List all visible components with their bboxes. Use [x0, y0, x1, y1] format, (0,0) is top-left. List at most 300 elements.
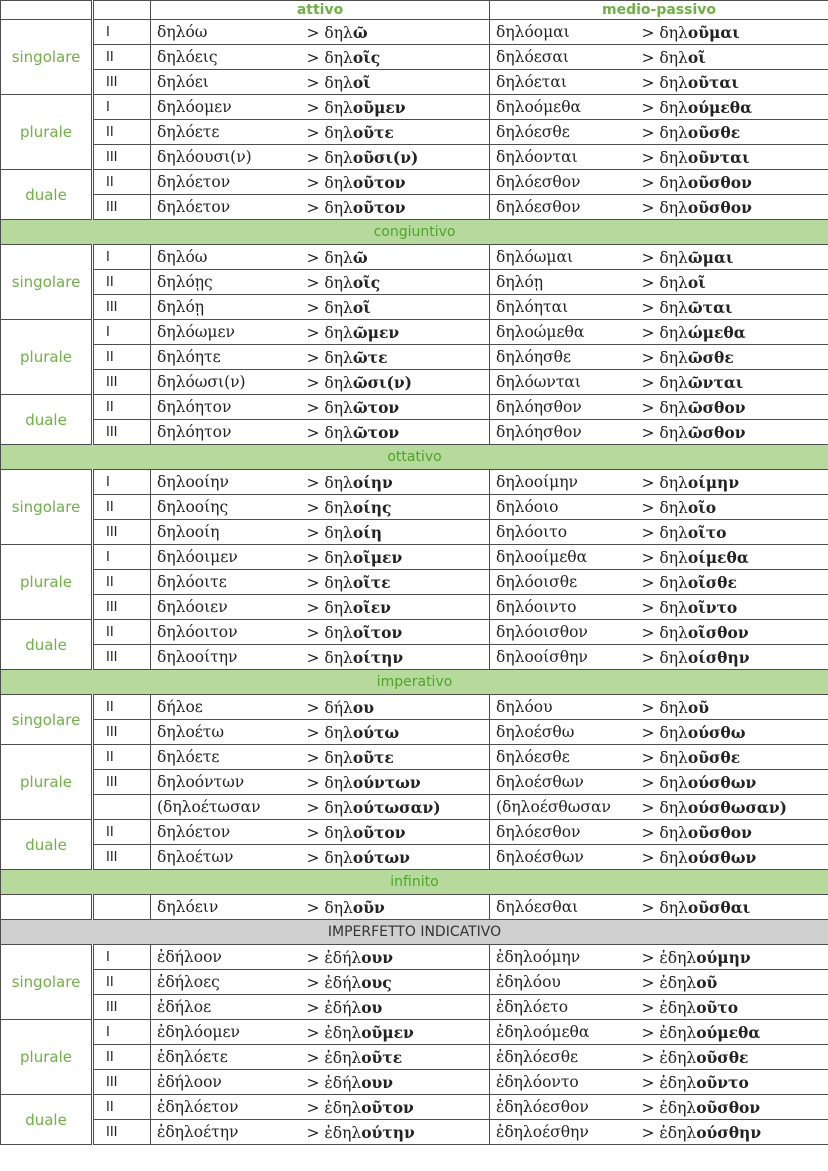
arrow-sign: >	[641, 123, 660, 142]
middle-base-form: δηλόοισθον	[490, 620, 638, 645]
person-label: II	[93, 345, 151, 370]
middle-base-form: δηλόεσθον	[490, 170, 638, 195]
conjugation-row	[1, 145, 828, 170]
active-stem: ἐδηλ	[324, 1098, 362, 1117]
person-label: II	[93, 45, 151, 70]
middle-stem: ἐδηλ	[659, 998, 697, 1017]
middle-ending: οίμην	[687, 472, 740, 492]
active-stem: δηλ	[324, 798, 353, 817]
middle-ending: ῶσθον	[687, 422, 746, 442]
active-contracted-form	[303, 495, 490, 520]
arrow-sign: >	[641, 898, 660, 917]
number-label: plurale	[1, 745, 93, 820]
arrow-sign: >	[641, 523, 660, 542]
active-ending: οίης	[352, 497, 392, 517]
middle-contracted-form	[638, 695, 828, 720]
active-stem: δηλ	[324, 648, 353, 667]
active-base-form: δηλόοιτον	[151, 620, 303, 645]
arrow-sign: >	[641, 423, 660, 442]
active-contracted-form	[303, 545, 490, 570]
arrow-sign: >	[641, 698, 660, 717]
active-ending: οῖς	[352, 47, 381, 67]
middle-stem: δηλ	[659, 423, 688, 442]
active-contracted-form	[303, 595, 490, 620]
active-contracted-form	[303, 1020, 490, 1045]
number-label: plurale	[1, 545, 93, 620]
arrow-sign: >	[641, 798, 660, 817]
active-stem: δηλ	[324, 623, 353, 642]
person-label: II	[93, 1045, 151, 1070]
active-base-form: (δηλοέτωσαν	[151, 795, 303, 820]
active-base-form: δηλοόντων	[151, 770, 303, 795]
arrow-sign: >	[306, 823, 325, 842]
middle-stem: ἐδηλ	[659, 1073, 697, 1092]
active-ending: οῦτον	[352, 197, 406, 217]
active-stem: δηλ	[324, 98, 353, 117]
arrow-sign: >	[306, 98, 325, 117]
person-label: II	[93, 570, 151, 595]
conjugation-table-body	[1, 1, 828, 1145]
middle-base-form: δηλόεται	[490, 70, 638, 95]
middle-base-form: δηλοέσθων	[490, 770, 638, 795]
arrow-sign: >	[306, 1073, 325, 1092]
arrow-sign: >	[306, 773, 325, 792]
person-label: III	[93, 995, 151, 1020]
middle-contracted-form	[638, 245, 828, 270]
arrow-sign: >	[306, 598, 325, 617]
active-contracted-form	[303, 470, 490, 495]
conjugation-row	[1, 995, 828, 1020]
arrow-sign: >	[641, 48, 660, 67]
middle-contracted-form	[638, 795, 828, 820]
arrow-sign: >	[306, 548, 325, 567]
section-band-label: imperativo	[1, 670, 828, 695]
active-base-form: δηλόητον	[151, 420, 303, 445]
middle-contracted-form	[638, 1045, 828, 1070]
active-contracted-form	[303, 1120, 490, 1145]
middle-stem: δηλ	[659, 698, 688, 717]
active-base-form: δηλόω	[151, 20, 303, 45]
arrow-sign: >	[306, 573, 325, 592]
arrow-sign: >	[641, 498, 660, 517]
middle-stem: ἐδηλ	[659, 1123, 697, 1142]
middle-contracted-form	[638, 195, 828, 220]
section-band-label: ottativo	[1, 445, 828, 470]
number-label: duale	[1, 170, 93, 220]
middle-ending: οῦσθον	[687, 822, 752, 842]
middle-ending: οῖ	[687, 47, 706, 67]
middle-base-form: (δηλοέσθωσαν	[490, 795, 638, 820]
middle-base-form: δηλόοιντο	[490, 595, 638, 620]
section-band-row	[1, 445, 828, 470]
arrow-sign: >	[641, 348, 660, 367]
active-contracted-form	[303, 245, 490, 270]
middle-contracted-form	[638, 995, 828, 1020]
arrow-sign: >	[306, 423, 325, 442]
person-label: III	[93, 70, 151, 95]
arrow-sign: >	[641, 198, 660, 217]
active-ending: οῦμεν	[361, 1022, 414, 1042]
active-stem: δηλ	[324, 48, 353, 67]
arrow-sign: >	[306, 898, 325, 917]
active-contracted-form	[303, 195, 490, 220]
conjugation-row	[1, 1045, 828, 1070]
active-stem: δηλ	[324, 398, 353, 417]
conjugation-row	[1, 770, 828, 795]
arrow-sign: >	[306, 698, 325, 717]
active-stem: δηλ	[324, 23, 353, 42]
person-label: I	[93, 245, 151, 270]
active-stem: δηλ	[324, 173, 353, 192]
active-ending: οίτην	[352, 647, 404, 667]
arrow-sign: >	[306, 348, 325, 367]
active-stem: δήλ	[324, 698, 353, 717]
arrow-sign: >	[641, 73, 660, 92]
middle-ending: οῦσθον	[696, 1097, 761, 1117]
conjugation-row	[1, 495, 828, 520]
middle-ending: οῖσθε	[687, 572, 737, 592]
arrow-sign: >	[641, 1073, 660, 1092]
middle-ending: οῦτο	[696, 997, 739, 1017]
active-contracted-form	[303, 370, 490, 395]
middle-ending: οῖσθον	[687, 622, 749, 642]
arrow-sign: >	[306, 973, 325, 992]
active-ending: οῦτον	[352, 822, 406, 842]
arrow-sign: >	[641, 948, 660, 967]
arrow-sign: >	[306, 848, 325, 867]
active-base-form: δηλοοίης	[151, 495, 303, 520]
person-label: II	[93, 495, 151, 520]
middle-base-form: δηλόεσθον	[490, 195, 638, 220]
arrow-sign: >	[641, 623, 660, 642]
section-band-row	[1, 220, 828, 245]
arrow-sign: >	[306, 623, 325, 642]
middle-ending: ῶσθον	[687, 397, 746, 417]
active-ending: οῖεν	[352, 597, 391, 617]
middle-ending: ούσθων	[687, 772, 757, 792]
conjugation-row	[1, 370, 828, 395]
active-contracted-form	[303, 845, 490, 870]
active-contracted-form	[303, 520, 490, 545]
active-ending: οίην	[352, 472, 393, 492]
middle-contracted-form	[638, 970, 828, 995]
active-base-form: δηλόετον	[151, 195, 303, 220]
middle-stem: ἐδηλ	[659, 1098, 697, 1117]
middle-stem: δηλ	[659, 398, 688, 417]
middle-base-form: δηλόησθον	[490, 395, 638, 420]
active-base-form: δηλόητον	[151, 395, 303, 420]
middle-contracted-form	[638, 520, 828, 545]
number-label: plurale	[1, 320, 93, 395]
conjugation-row	[1, 745, 828, 770]
active-contracted-form	[303, 295, 490, 320]
active-base-form: δηλόοιτε	[151, 570, 303, 595]
middle-ending: οῦσθον	[687, 172, 752, 192]
middle-contracted-form	[638, 570, 828, 595]
active-stem: ἐδήλ	[324, 1073, 362, 1092]
conjugation-row	[1, 1095, 828, 1120]
active-ending: οίη	[352, 522, 382, 542]
active-stem: δηλ	[324, 748, 353, 767]
person-label: I	[93, 470, 151, 495]
person-label: III	[93, 195, 151, 220]
number-label: duale	[1, 620, 93, 670]
middle-stem: δηλ	[659, 98, 688, 117]
active-base-form: δηλόετε	[151, 745, 303, 770]
middle-contracted-form	[638, 1095, 828, 1120]
arrow-sign: >	[641, 23, 660, 42]
conjugation-row	[1, 20, 828, 45]
arrow-sign: >	[641, 1098, 660, 1117]
active-base-form: ἐδήλοες	[151, 970, 303, 995]
person-label: I	[93, 20, 151, 45]
conjugation-row	[1, 320, 828, 345]
arrow-sign: >	[641, 173, 660, 192]
person-label: II	[93, 270, 151, 295]
active-contracted-form	[303, 895, 490, 920]
middle-base-form: ἐδηλόου	[490, 970, 638, 995]
arrow-sign: >	[306, 373, 325, 392]
middle-base-form: δηλόησθον	[490, 420, 638, 445]
middle-base-form: δηλόεσαι	[490, 45, 638, 70]
active-ending: ῶτον	[352, 422, 400, 442]
voice-header-attivo: attivo	[151, 1, 490, 20]
middle-base-form: δηλόηται	[490, 295, 638, 320]
active-ending: οῦμεν	[352, 97, 406, 117]
active-contracted-form	[303, 20, 490, 45]
active-ending: οῦτον	[352, 172, 406, 192]
arrow-sign: >	[641, 1048, 660, 1067]
person-label: III	[93, 770, 151, 795]
middle-stem: ἐδηλ	[659, 973, 697, 992]
middle-contracted-form	[638, 145, 828, 170]
conjugation-row	[1, 520, 828, 545]
active-stem: δηλ	[324, 348, 353, 367]
active-stem: δηλ	[324, 773, 353, 792]
arrow-sign: >	[306, 123, 325, 142]
active-stem: δηλ	[324, 148, 353, 167]
middle-contracted-form	[638, 620, 828, 645]
middle-contracted-form	[638, 1020, 828, 1045]
middle-ending: οῦ	[687, 697, 709, 717]
active-stem: δηλ	[324, 373, 353, 392]
middle-base-form: δηλόεσθαι	[490, 895, 638, 920]
active-base-form: δηλόωσι(ν)	[151, 370, 303, 395]
active-ending: ούτων	[352, 847, 410, 867]
middle-base-form: ἐδηλόεσθον	[490, 1095, 638, 1120]
active-contracted-form	[303, 95, 490, 120]
active-ending: οῦτε	[361, 1047, 403, 1067]
active-base-form: δηλόουσι(ν)	[151, 145, 303, 170]
conjugation-row	[1, 245, 828, 270]
middle-base-form: δηλόονται	[490, 145, 638, 170]
arrow-sign: >	[306, 323, 325, 342]
arrow-sign: >	[641, 98, 660, 117]
active-stem: δηλ	[324, 523, 353, 542]
number-label: singolare	[1, 245, 93, 320]
conjugation-row	[1, 420, 828, 445]
middle-stem: δηλ	[659, 498, 688, 517]
middle-stem: δηλ	[659, 473, 688, 492]
active-stem: δηλ	[324, 123, 353, 142]
person-label: III	[93, 420, 151, 445]
active-base-form: ἐδήλοον	[151, 1070, 303, 1095]
middle-stem: δηλ	[659, 798, 688, 817]
arrow-sign: >	[306, 398, 325, 417]
active-base-form: ἐδηλόετον	[151, 1095, 303, 1120]
conjugation-row	[1, 120, 828, 145]
middle-stem: ἐδηλ	[659, 948, 697, 967]
number-label: singolare	[1, 945, 93, 1020]
person-label: III	[93, 370, 151, 395]
active-contracted-form	[303, 320, 490, 345]
middle-ending: ῶνται	[687, 372, 744, 392]
middle-base-form: δηλοέσθων	[490, 845, 638, 870]
middle-contracted-form	[638, 270, 828, 295]
middle-base-form: δηλόομαι	[490, 20, 638, 45]
middle-stem: δηλ	[659, 573, 688, 592]
middle-contracted-form	[638, 295, 828, 320]
active-stem: δηλ	[324, 548, 353, 567]
active-ending: ουν	[361, 1072, 394, 1092]
arrow-sign: >	[306, 148, 325, 167]
person-label	[93, 795, 151, 820]
conjugation-row	[1, 545, 828, 570]
number-label: singolare	[1, 20, 93, 95]
arrow-sign: >	[306, 173, 325, 192]
middle-base-form: δηλοώμεθα	[490, 320, 638, 345]
section-band-label: IMPERFETTO INDICATIVO	[1, 920, 828, 945]
middle-stem: δηλ	[659, 298, 688, 317]
number-label: duale	[1, 395, 93, 445]
active-stem: δηλ	[324, 198, 353, 217]
active-stem: δηλ	[324, 298, 353, 317]
number-label: plurale	[1, 1020, 93, 1095]
arrow-sign: >	[641, 298, 660, 317]
middle-contracted-form	[638, 1120, 828, 1145]
middle-stem: δηλ	[659, 198, 688, 217]
number-label: singolare	[1, 695, 93, 745]
conjugation-row	[1, 195, 828, 220]
conjugation-row	[1, 470, 828, 495]
active-base-form: δηλόῃ	[151, 295, 303, 320]
middle-base-form: δηλόεσθε	[490, 745, 638, 770]
middle-base-form: δηλοέσθω	[490, 720, 638, 745]
middle-stem: ἐδηλ	[659, 1048, 697, 1067]
conjugation-row	[1, 295, 828, 320]
conjugation-row	[1, 695, 828, 720]
arrow-sign: >	[641, 373, 660, 392]
active-contracted-form	[303, 695, 490, 720]
middle-stem: δηλ	[659, 723, 688, 742]
arrow-sign: >	[306, 1123, 325, 1142]
arrow-sign: >	[641, 773, 660, 792]
conjugation-row	[1, 1070, 828, 1095]
active-ending: ῶμεν	[352, 322, 400, 342]
active-contracted-form	[303, 720, 490, 745]
active-ending: οῖ	[352, 72, 371, 92]
active-contracted-form	[303, 45, 490, 70]
active-ending: οῦν	[352, 897, 385, 917]
middle-ending: ούμεθα	[696, 1022, 761, 1042]
middle-base-form: ἐδηλόοντο	[490, 1070, 638, 1095]
middle-ending: οῦσθε	[687, 122, 741, 142]
arrow-sign: >	[306, 648, 325, 667]
arrow-sign: >	[306, 1048, 325, 1067]
arrow-sign: >	[641, 323, 660, 342]
active-base-form: δηλόετον	[151, 170, 303, 195]
active-contracted-form	[303, 795, 490, 820]
active-stem: δηλ	[324, 598, 353, 617]
middle-ending: ῶσθε	[687, 347, 734, 367]
conjugation-row	[1, 95, 828, 120]
middle-ending: οῦσθε	[687, 747, 741, 767]
middle-base-form: ἐδηλόετο	[490, 995, 638, 1020]
middle-ending: οίσθην	[687, 647, 750, 667]
active-ending: ῶ	[352, 22, 368, 42]
middle-contracted-form	[638, 345, 828, 370]
middle-contracted-form	[638, 895, 828, 920]
number-label: duale	[1, 1095, 93, 1145]
arrow-sign: >	[641, 998, 660, 1017]
middle-ending: οῦσθον	[687, 197, 752, 217]
middle-base-form: δηλοόμεθα	[490, 95, 638, 120]
conjugation-row	[1, 895, 828, 920]
active-stem: ἐδήλ	[324, 973, 362, 992]
middle-ending: οῦντο	[696, 1072, 749, 1092]
middle-contracted-form	[638, 770, 828, 795]
active-contracted-form	[303, 420, 490, 445]
middle-stem: δηλ	[659, 598, 688, 617]
arrow-sign: >	[306, 1098, 325, 1117]
active-base-form: δηλοοίην	[151, 470, 303, 495]
middle-contracted-form	[638, 595, 828, 620]
conjugation-row	[1, 845, 828, 870]
middle-base-form: ἐδηλοόμην	[490, 945, 638, 970]
person-label: II	[93, 170, 151, 195]
middle-stem: δηλ	[659, 523, 688, 542]
active-contracted-form	[303, 170, 490, 195]
voice-header-medio-passivo: medio-passivo	[490, 1, 828, 20]
active-ending: οῖς	[352, 272, 381, 292]
middle-stem: δηλ	[659, 273, 688, 292]
middle-stem: δηλ	[659, 123, 688, 142]
middle-ending: ούμην	[696, 947, 751, 967]
arrow-sign: >	[641, 1023, 660, 1042]
middle-stem: δηλ	[659, 848, 688, 867]
middle-base-form: δηλόησθε	[490, 345, 638, 370]
arrow-sign: >	[641, 548, 660, 567]
conjugation-row	[1, 1120, 828, 1145]
middle-stem: δηλ	[659, 623, 688, 642]
middle-contracted-form	[638, 745, 828, 770]
person-label: II	[93, 620, 151, 645]
active-stem: ἐδηλ	[324, 1023, 362, 1042]
active-base-form: δηλόω	[151, 245, 303, 270]
active-ending: ούτην	[361, 1122, 415, 1142]
number-label: singolare	[1, 470, 93, 545]
arrow-sign: >	[306, 498, 325, 517]
active-ending: ου	[361, 997, 383, 1017]
active-stem: δηλ	[324, 73, 353, 92]
active-base-form: ἐδηλοέτην	[151, 1120, 303, 1145]
middle-ending: ῶται	[687, 297, 733, 317]
active-stem: ἐδήλ	[324, 998, 362, 1017]
section-band-row	[1, 920, 828, 945]
active-contracted-form	[303, 1095, 490, 1120]
arrow-sign: >	[306, 48, 325, 67]
active-ending: οῦσι(ν)	[352, 147, 419, 167]
